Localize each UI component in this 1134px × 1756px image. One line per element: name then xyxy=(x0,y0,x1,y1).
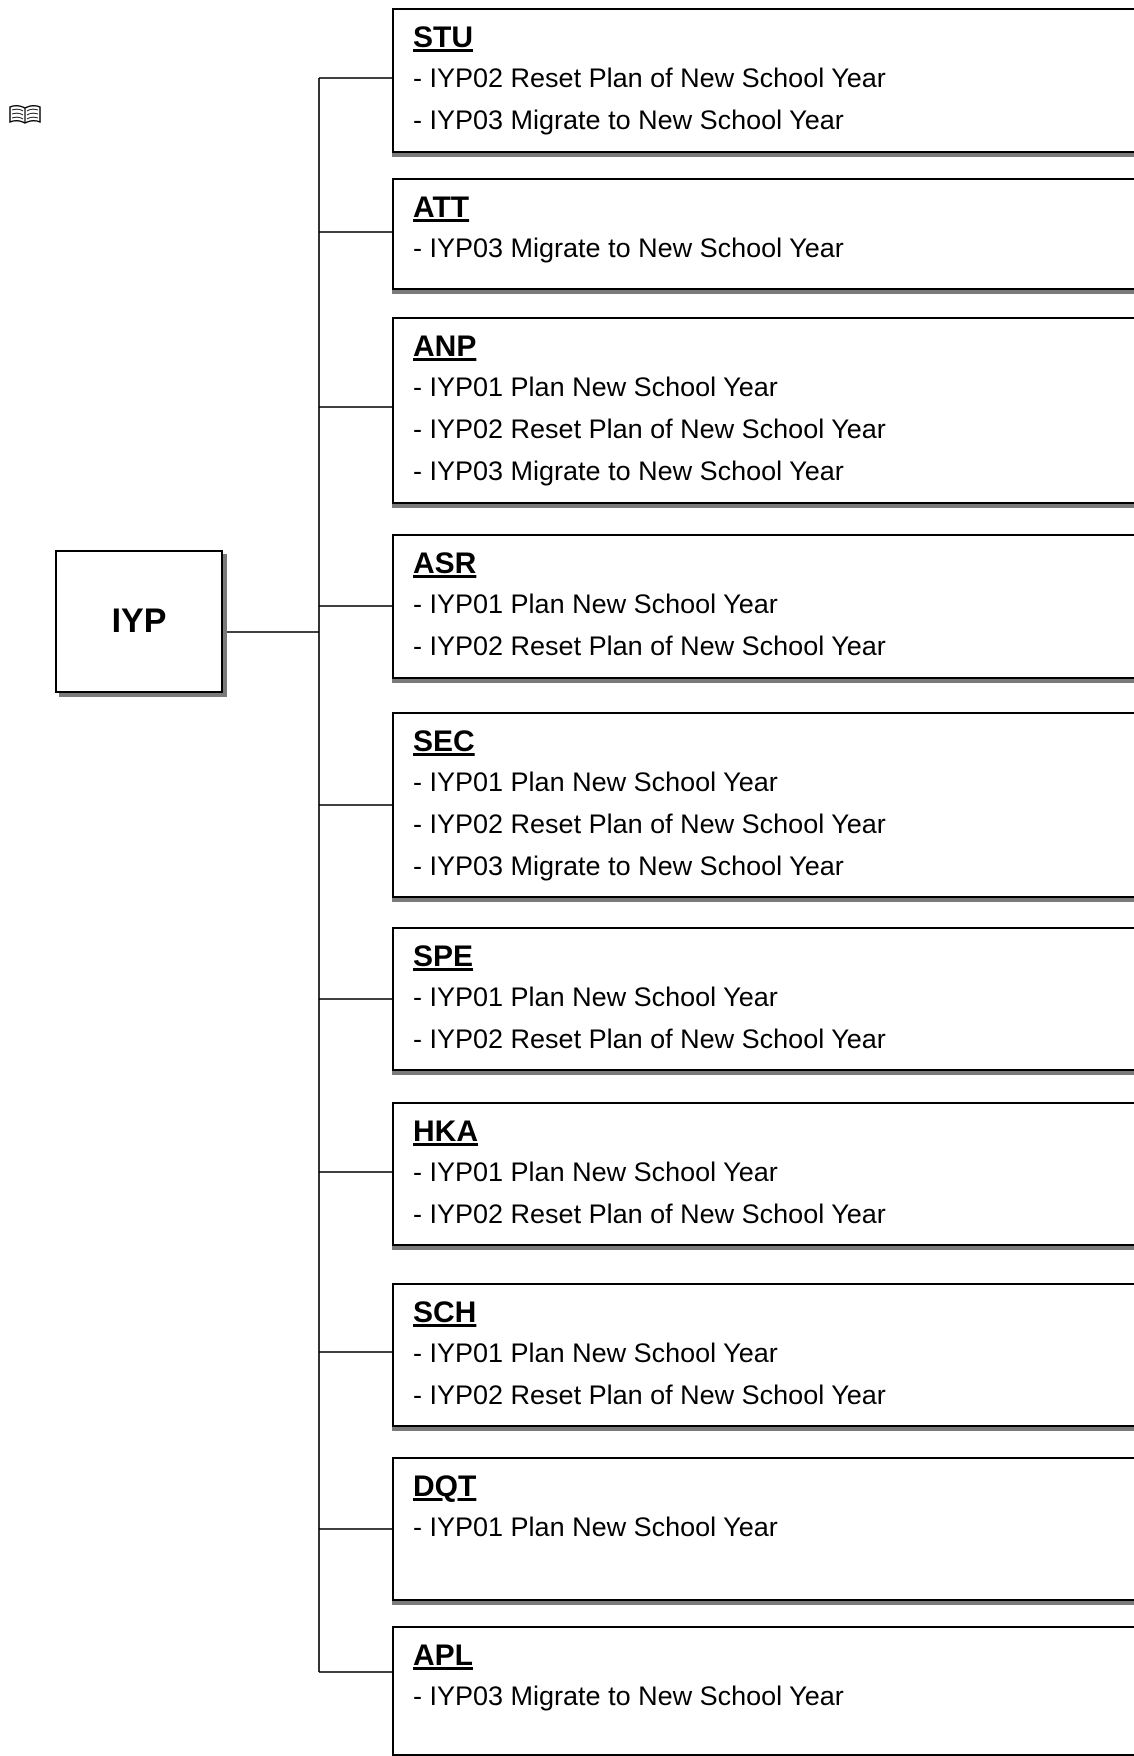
module-function-item: - IYP02 Reset Plan of New School Year xyxy=(413,809,886,839)
module-function-item: - IYP03 Migrate to New School Year xyxy=(413,456,844,486)
module-box-anp xyxy=(392,317,1134,504)
module-box-att xyxy=(392,178,1134,290)
module-function-item: - IYP03 Migrate to New School Year xyxy=(413,233,844,263)
module-box-dqt xyxy=(392,1457,1134,1601)
module-function-item: - IYP03 Migrate to New School Year xyxy=(413,851,844,881)
module-function-item: - IYP01 Plan New School Year xyxy=(413,767,778,797)
module-function-item: - IYP01 Plan New School Year xyxy=(413,1512,778,1542)
module-code: SCH xyxy=(413,1296,477,1329)
module-code: APL xyxy=(413,1639,473,1672)
module-function-item: - IYP02 Reset Plan of New School Year xyxy=(413,414,886,444)
module-function-item: - IYP03 Migrate to New School Year xyxy=(413,1681,844,1711)
module-code: ASR xyxy=(413,547,477,580)
root-node-label: IYP xyxy=(111,602,167,640)
module-box-sch xyxy=(392,1283,1134,1427)
module-box-stu xyxy=(392,8,1134,153)
module-function-item: - IYP01 Plan New School Year xyxy=(413,589,778,619)
module-function-item: - IYP01 Plan New School Year xyxy=(413,1157,778,1187)
module-function-item: - IYP02 Reset Plan of New School Year xyxy=(413,1199,886,1229)
module-box-hka xyxy=(392,1102,1134,1246)
module-function-item: - IYP02 Reset Plan of New School Year xyxy=(413,1024,886,1054)
module-code: ANP xyxy=(413,330,477,363)
module-code: DQT xyxy=(413,1470,477,1503)
module-function-item: - IYP01 Plan New School Year xyxy=(413,1338,778,1368)
module-box-asr xyxy=(392,534,1134,679)
module-function-item: - IYP01 Plan New School Year xyxy=(413,982,778,1012)
module-function-item: - IYP02 Reset Plan of New School Year xyxy=(413,63,886,93)
module-function-item: - IYP01 Plan New School Year xyxy=(413,372,778,402)
module-box-spe xyxy=(392,927,1134,1071)
module-function-item: - IYP03 Migrate to New School Year xyxy=(413,105,844,135)
module-code: ATT xyxy=(413,191,470,224)
module-code: HKA xyxy=(413,1115,478,1148)
module-code: SEC xyxy=(413,725,475,758)
root-node-box xyxy=(55,550,223,693)
module-code: SPE xyxy=(413,940,474,973)
module-box-sec xyxy=(392,712,1134,898)
module-function-item: - IYP02 Reset Plan of New School Year xyxy=(413,631,886,661)
module-function-item: - IYP02 Reset Plan of New School Year xyxy=(413,1380,886,1410)
module-code: STU xyxy=(413,21,473,54)
